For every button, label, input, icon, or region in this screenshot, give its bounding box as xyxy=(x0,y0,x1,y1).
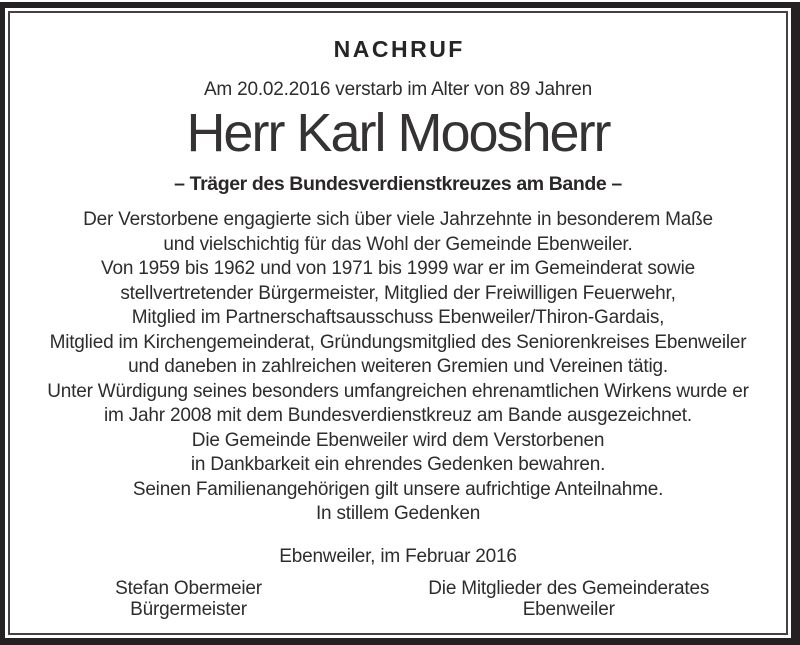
outer-border-frame xyxy=(0,2,800,645)
signature-left-name: Stefan Obermeier xyxy=(115,577,262,599)
signature-right-name: Die Mitglieder des Gemeinderates xyxy=(428,577,710,599)
body-line: Der Verstorbene engagierte sich über viele Jahrzehnte in besonderem Maße xyxy=(83,209,713,230)
body-line: und daneben in zahlreichen weiteren Gremien und Vereinen tätig. xyxy=(128,356,668,377)
inner-border-rule xyxy=(8,11,788,635)
body-line: stellvertretender Bürgermeister, Mitglied der Freiwilligen Feuerwehr, xyxy=(120,282,676,304)
body-line: in Dankbarkeit ein ehrendes Gedenken bewahren. xyxy=(190,454,606,475)
body-line: Mitglied im Kirchengemeinderat, Gründungsmitglied des Seniorenkreises Ebenweiler xyxy=(49,331,747,353)
body-line: Von 1959 bis 1962 und von 1971 bis 1999 war er im Gemeinderat sowie xyxy=(101,258,695,279)
signature-right xyxy=(367,578,771,621)
body-line: Mitglied im Partnerschaftsausschuss Ebenweiler/Thiron-Gardais, xyxy=(131,307,665,328)
signature-left-role: Bürgermeister xyxy=(130,599,247,620)
body-line: im Jahr 2008 mit dem Bundesverdienstkreuz am Bande ausgezeichnet. xyxy=(104,405,692,426)
memorial-line: In stillem Gedenken xyxy=(315,503,481,524)
obituary-content xyxy=(10,13,786,633)
body-line: Die Gemeinde Ebenweiler wird dem Verstorbenen xyxy=(191,429,605,451)
body-line: Unter Würdigung seines besonders umfangreichen ehrenamtlichen Wirkens wurde er xyxy=(47,380,749,402)
notice-title: NACHRUF xyxy=(333,36,465,62)
condolence-line: Seinen Familienangehörigen gilt unsere aufrichtige Anteilnahme. xyxy=(132,478,664,500)
body-line: und vielschichtig für das Wohl der Gemeinde Ebenweiler. xyxy=(163,233,633,255)
honor-line: – Träger des Bundesverdienstkreuzes am Bande – xyxy=(174,173,622,195)
deceased-name: Herr Karl Moosherr xyxy=(186,103,610,163)
body-text xyxy=(10,208,786,527)
signature-left xyxy=(10,578,367,621)
signature-right-role: Ebenweiler xyxy=(522,599,615,620)
place-date-line: Ebenweiler, im Februar 2016 xyxy=(279,545,517,567)
death-announcement-line: Am 20.02.2016 verstarb im Alter von 89 Jahren xyxy=(203,79,593,100)
signature-row xyxy=(10,578,786,621)
